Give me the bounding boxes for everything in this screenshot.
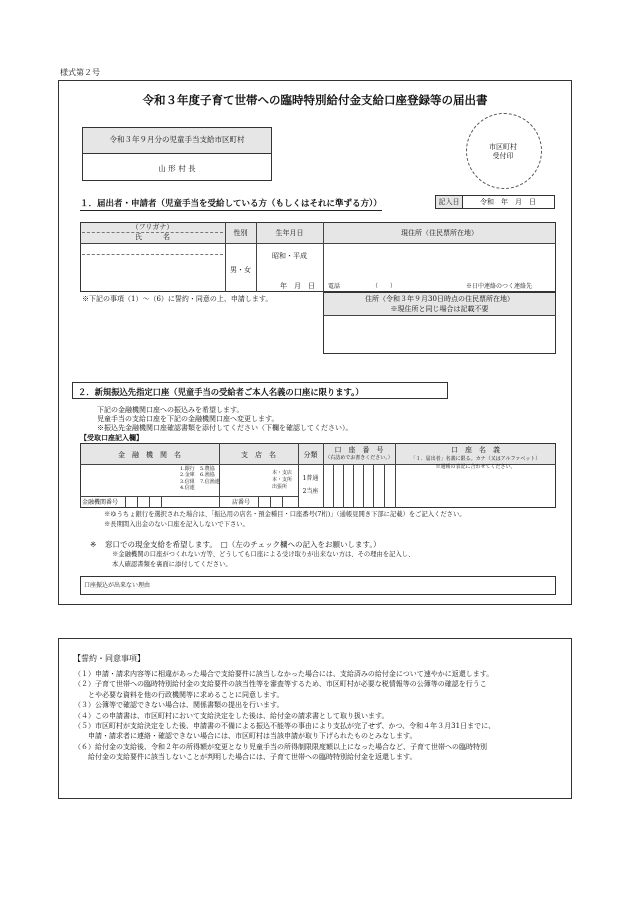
long-term-account-note: ※長期間入出金のない口座を記入しないで下さい。 — [104, 521, 249, 528]
entry-date-value: 令和 年 月 日 — [480, 198, 536, 206]
dob-label: 生年月日 — [275, 229, 304, 237]
pledge-heading: 【誓約・同意事項】 — [73, 654, 145, 663]
account-type-ordinary[interactable]: 1普通 — [302, 475, 319, 482]
cash-note-mark: ※ — [90, 540, 97, 549]
pledge-item: （１）申請・請求内容等に相違があった場合で支給要件に該当しなかった場合には、支給済みの給付金について速やかに返還します。 — [74, 670, 494, 678]
branch-name-label: 支 店 名 — [241, 451, 276, 459]
cash-note-1: ※金融機関の口座がつくれない方等、どうしても口座による受け取りが出来ない方は、その理由を記入し、 — [112, 551, 415, 558]
furigana-label: （フリガナ） — [131, 223, 174, 231]
municipality-name: 山 形 村 長 — [158, 164, 196, 173]
applicant-name-input[interactable] — [82, 256, 223, 290]
no-transfer-reason-box[interactable] — [80, 576, 556, 595]
cash-request-checkbox[interactable] — [238, 541, 247, 550]
account-holder-input[interactable] — [396, 472, 555, 507]
phone-label: 電話 — [328, 283, 341, 290]
stamp-label-1: 市区町村 — [489, 143, 517, 151]
holder-note-2: ※通帳の表記に合わせてください。 — [435, 464, 516, 470]
previous-address-label: 住所（令和３年９月30日時点の住民票所在地） — [365, 295, 514, 303]
address-label: 現住所（住民票所在地） — [401, 229, 478, 237]
section2-heading: ２．新規振込先指定口座（児童手当の受給者ご本人名義の口座に限ります。） — [78, 387, 364, 397]
account-number-sub: （右詰めでお書きください。） — [325, 455, 393, 461]
bank-instruction-3: ※振込先金融機関口座確認書類を添付してください（下欄を確認してください）。 — [97, 424, 353, 432]
bank-instruction-2: 児童手当の支給口座を下記の金融機関口座へ変更します。 — [97, 415, 279, 423]
pledge-item: 給付金の支給要件に該当しないことが判明した場合には、子育て世帯への臨時特別給付金を返還します。 — [74, 753, 417, 762]
previous-address-input[interactable] — [325, 317, 554, 352]
name-label: 氏 名 — [135, 233, 170, 241]
bank-type-list-1[interactable]: 1.銀行 2.金庫 3.信組 4.信連 — [180, 466, 195, 491]
no-transfer-reason-label: 口座振込が出来ない理由 — [84, 582, 151, 589]
stamp-label-2: 受付印 — [492, 152, 514, 160]
previous-address-note: ※現住所と同じ場合は記載不要 — [390, 305, 489, 313]
gender-label: 性別 — [233, 229, 248, 237]
gender-options[interactable]: 男・女 — [230, 266, 251, 274]
dob-date-placeholder: 年 月 日 — [280, 282, 315, 290]
account-section-header: 【受取口座記入欄】 — [80, 433, 143, 442]
bank-instruction-1: 下記の金融機関口座への振込みを希望します。 — [97, 406, 244, 414]
account-holder-label: 口 座 名 義 — [451, 446, 500, 454]
pledge-item: とや必要な資料を他の行政機関等に求めることに同意します。 — [74, 690, 284, 699]
current-address-input[interactable] — [325, 245, 554, 279]
form-number: 様式第２号 — [60, 68, 100, 77]
pledge-item: （５）市区町村が支給決定をした後、申請書の不備による振込不能等の事由により支払が完了せず、かつ、令和４年３月31日までに、 — [74, 722, 496, 731]
municipality-header: 令和３年９月分の児童手当支給市区町村 — [109, 135, 245, 144]
branch-code-input[interactable] — [259, 497, 297, 507]
bank-code-input[interactable] — [126, 497, 172, 507]
branch-type-list[interactable]: 本・支店 本・支所 出張所 — [272, 470, 293, 490]
consent-note: ※下記の事項（1）～（6）に誓約・同意の上、申請します。 — [82, 295, 273, 303]
pledge-item: （２）子育て世帯への臨時特別給付金の支給要件の該当性等を審査等するため、市区町村が必要な税情報等の公簿等の確認を行うこ — [74, 680, 487, 689]
section1-heading: １．届出者・申請者（児童手当を受給している方（もしくはそれに準ずる方）） — [80, 199, 382, 209]
account-type-current[interactable]: 2当座 — [302, 488, 319, 495]
account-type-label: 分類 — [303, 451, 318, 459]
form-title: 令和３年度子育て世帯への臨時特別給付金支給口座登録等の届出書 — [142, 93, 488, 107]
cash-note-2: 本人確認書類を裏面に添付してください。 — [112, 561, 232, 568]
phone-parens: （ ） — [372, 283, 397, 290]
era-options[interactable]: 昭和・平成 — [272, 252, 307, 260]
bank-code-label: 金融機関番号 — [82, 499, 119, 506]
pledge-items — [74, 669, 566, 763]
entry-date-label: 記入日 — [438, 198, 460, 206]
holder-note-1: 「１．届出者」名義に限る。カナ（又はアルファベット） — [410, 456, 541, 462]
yucho-note: ※ゆうちょ銀行を選択された場合は、「振込用の店名・預金種目・口座番号(7桁)」（通帳見開き下部に記載）をご記入ください。 — [104, 511, 466, 518]
pledge-item: 申請・請求者に連絡・確認できない場合には、市区町村は当該申請が取り下げられたものとみなします。 — [74, 732, 417, 741]
pledge-item: （６）給付金の支給後、令和２年の所得額が変更となり児童手当の所得制限限度額以上になった場合など、子育て世帯への臨時特別 — [74, 742, 487, 751]
account-number-label: 口 座 番 号 — [334, 446, 384, 454]
branch-code-label: 店番号 — [232, 499, 251, 506]
cash-request: 窓口での現金支給を希望します。 □（左のチェック欄への記入をお願いします。） — [105, 540, 381, 549]
account-number-input[interactable] — [324, 465, 394, 507]
pledge-item: （３）公簿等で確認できない場合は、関係書類の提出を行います。 — [74, 701, 284, 710]
bank-name-label: 金 融 機 関 名 — [118, 451, 181, 459]
day-contact-note: ※日中連絡のつく連絡先 — [466, 283, 533, 290]
pledge-item: （４）この申請書は、市区町村において支給決定をした後は、給付金の請求書として取り扱います。 — [74, 711, 389, 720]
bank-type-list-2[interactable]: 5.農協 6.漁協 7.信漁連 — [200, 466, 220, 485]
